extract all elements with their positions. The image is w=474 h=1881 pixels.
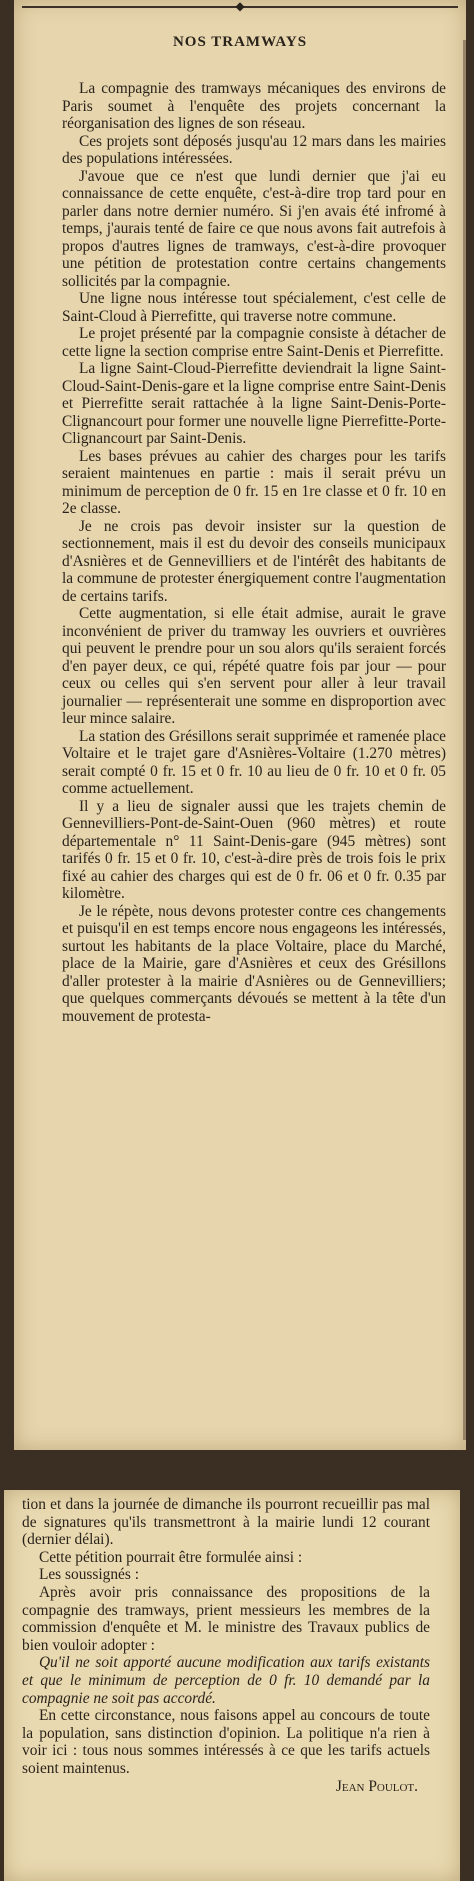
page-edge [463, 40, 466, 1440]
article-body-part1 [62, 80, 446, 1025]
article-title: NOS TRAMWAYS [172, 34, 308, 50]
paragraph: Je le répète, nous devons protester contre ces changements et puisqu'il en est temps encore nous engageons les intéressés, surtout les habitants de la place Voltaire, place du Marché, place de la Mairie, gare d'Asnières et ceux des Grésillons d'aller protester à la mairie d'Asnières ou de Gennevilliers; que quelques commerçants dévoués se mettent à la tête d'un mouvement de protesta- [62, 902, 446, 1025]
clipping-bottom [4, 1490, 460, 1881]
article-body-part2 [22, 1496, 430, 1795]
paragraph: La compagnie des tramways mécaniques des environs de Paris soumet à l'enquête des projets concernant la réorganisation des lignes de son réseau. [62, 80, 446, 132]
paragraph: tion et dans la journée de dimanche ils pourront recueillir pas mal de signatures qu'ils transmettront à la mairie lundi 12 courant (dernier délai). [22, 1496, 430, 1549]
paragraph: J'avoue que ce n'est que lundi dernier que j'ai eu connaissance de cette enquête, c'est-à-dire trop tard pour en parler dans notre dernier numéro. Si j'en avais été infromé à temps, j'aurais tenté de faire ce que nous avons fait autrefois à propos d'autres lignes de tramways, c'est-à-dire provoquer une pétition de protestation contre certains changements sollicités par la compagnie. [62, 167, 446, 290]
petition-demand: Qu'il ne soit apporté aucune modification aux tarifs existants et que le minimum de perception de 0 fr. 10 demandé par la compagnie ne soit pas accordé. [22, 1654, 430, 1707]
clipping-top [14, 0, 466, 1450]
paragraph: Cette augmentation, si elle était admise, aurait le grave inconvénient de priver du tramway les ouvriers et ouvrières qui peuvent le prendre pour un sou alors qu'ils seraient forcés d'en payer deux, ce qui, répété quatre fois par jour — pour ceux ou celles qui s'en servent pour aller à leur travail journalier — représenterait une somme en disproportion avec leur mince salaire. [62, 605, 446, 727]
signature [22, 1778, 430, 1796]
paragraph: Cette pétition pourrait être formulée ainsi : [38, 1548, 303, 1566]
paragraph: Je ne crois pas devoir insister sur la question de sectionnement, mais il est du devoir des conseils municipaux d'Asnières et de Gennevilliers et de l'intérêt des habitants de la commune de protester énergiquement contre l'augmentation de certains tarifs. [62, 517, 446, 605]
petition-salutation: Les soussignés : [38, 1566, 139, 1584]
paragraph: Il y a lieu de signaler aussi que les trajets chemin de Gennevilliers-Pont-de-Saint-Ouen (960 mètres) et route départementale n° 11 Saint-Denis-gare (945 mètres) sont tarifés 0 fr. 15 et 0 fr. 10, c'est-à-dire près de trois fois le prix fixé au cahier des charges qui est de 0 fr. 06 et 0 fr. 0.35 par kilomètre. [62, 797, 446, 902]
closing-paragraph: En cette circonstance, nous faisons appel au concours de toute la population, sans distinction d'opinion. La politique n'a rien à voir ici : tous nous sommes intéressés à ce que les tarifs actuels soient maintenus. [22, 1707, 430, 1777]
signature-text: Jean Poulot. [335, 1777, 418, 1795]
petition-body: Après avoir pris connaissance des propositions de la compagnie des tramways, prient messieurs les membres de la commission d'enquête et M. le ministre des Travaux publics de bien vouloir adopter : [22, 1583, 430, 1654]
paragraph: La ligne Saint-Cloud-Pierrefitte deviendrait la ligne Saint-Cloud-Saint-Denis-gare et la ligne comprise entre Saint-Denis et Pierrefitte serait rattachée à la ligne Saint-Denis-Porte-Clignancourt pour former une nouvelle ligne Pierrefitte-Porte-Clignancourt par Saint-Denis. [62, 360, 446, 447]
paragraph: Les bases prévues au cahier des charges pour les tarifs seraient maintenues en partie : mais il serait prévu un minimum de perception de 0 fr. 15 en 1re classe et 0 fr. 10 en 2e classe. [62, 447, 446, 517]
paragraph: Ces projets sont déposés jusqu'au 12 mars dans les mairies des populations intéressées. [62, 132, 446, 167]
paragraph: La station des Grésillons serait supprimée et ramenée place Voltaire et le trajet gare d'Asnières-Voltaire (1.270 mètres) serait compté 0 fr. 15 et 0 fr. 10 au lieu de 0 fr. 10 et 0 fr. 05 comme actuellement. [62, 727, 446, 797]
paragraph: Le projet présenté par la compagnie consiste à détacher de cette ligne la section comprise entre Saint-Denis et Pierrefitte. [62, 325, 446, 360]
ornament: ◆ [235, 0, 245, 13]
paragraph: Une ligne nous intéresse tout spécialement, c'est celle de Saint-Cloud à Pierrefitte, qui traverse notre commune. [62, 290, 446, 325]
